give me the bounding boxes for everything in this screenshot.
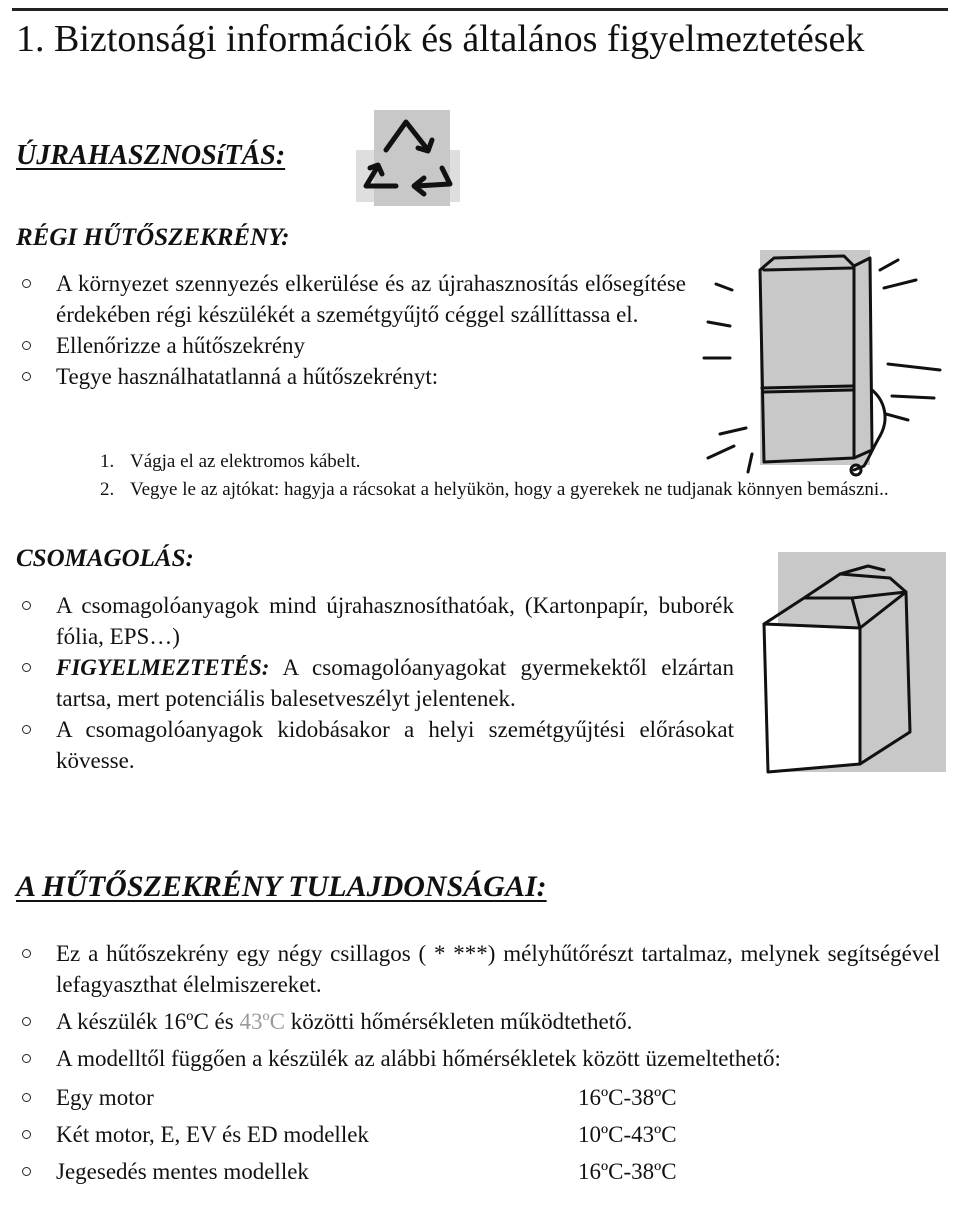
- recycle-icon: [356, 110, 460, 211]
- bullet-icon: [22, 1093, 31, 1102]
- list-item: A csomagolóanyagok kidobásakor a helyi szemétgyűjtési előrásokat kövesse.: [18, 714, 734, 776]
- list-item: Ellenőrizze a hűtőszekrény: [18, 330, 686, 361]
- bullet-icon: [22, 1054, 31, 1063]
- list-item: A modelltől függően a készülék az alábbi hőmérsékletek között üzemeltethető:: [18, 1043, 940, 1074]
- bullet-icon: [22, 1017, 31, 1026]
- step-item: 1. Vágja el az elektromos kábelt.: [100, 451, 361, 472]
- temperature-label: Jegesedés mentes modellek: [56, 1159, 309, 1184]
- box-illustration: [756, 552, 946, 777]
- properties-heading: A HŰTŐSZEKRÉNY TULAJDONSÁGAI:: [16, 870, 547, 903]
- step-item: 2. Vegye le az ajtókat: hagyja a rácsokat a helyükön, hogy a gyerekek ne tudjanak könnyen bemászni..: [100, 479, 889, 500]
- bullet-icon: [22, 949, 31, 958]
- bullet-icon: [22, 1167, 31, 1176]
- list-item: Tegye használhatatlanná a hűtőszekrényt:: [18, 361, 686, 392]
- temperature-value: 16ºC-38ºC: [578, 1159, 677, 1184]
- temperature-row: [18, 1082, 940, 1113]
- list-item: Ez a hűtőszekrény egy négy csillagos ( * ***) mélyhűtőrészt tartalmaz, melynek segítségével lefagyaszthat élelmiszereket.: [18, 938, 940, 1000]
- bullet-icon: [22, 725, 31, 734]
- warning-label: FIGYELMEZTETÉS:: [56, 655, 270, 680]
- list-item: FIGYELMEZTETÉS: A csomagolóanyagokat gyermekektől elzártan tartsa, mert potenciális balesetveszélyt jelentenek.: [18, 652, 734, 714]
- page-title: 1. Biztonsági információk és általános figyelmeztetések: [16, 18, 865, 60]
- bullet-icon: [22, 279, 31, 288]
- list-item: A csomagolóanyagok mind újrahasznosíthatóak, (Kartonpapír, buborék fólia, EPS…): [18, 590, 734, 652]
- gray-temperature: 43ºC: [239, 1009, 285, 1034]
- temperature-row: [18, 1119, 940, 1150]
- list-item: A készülék 16ºC és 43ºC közötti hőmérsékleten működtethető.: [18, 1006, 940, 1037]
- temperature-label: Két motor, E, EV és ED modellek: [56, 1122, 369, 1147]
- temperature-value: 10ºC-43ºC: [578, 1122, 677, 1147]
- recycling-heading: ÚJRAHASZNOSíTÁS:: [16, 140, 286, 171]
- bullet-icon: [22, 372, 31, 381]
- packaging-heading: CSOMAGOLÁS:: [16, 545, 194, 572]
- temperature-row: [18, 1156, 940, 1187]
- fridge-illustration: [694, 240, 944, 485]
- temperature-value: 16ºC-38ºC: [578, 1085, 677, 1110]
- list-item: A környezet szennyezés elkerülése és az újrahasznosítás elősegítése érdekében régi készülékét a szemétgyűjtő céggel szállíttassa el.: [18, 268, 686, 330]
- top-rule: [12, 8, 948, 11]
- bullet-icon: [22, 663, 31, 672]
- packaging-list: [18, 590, 734, 776]
- temperature-label: Egy motor: [56, 1085, 154, 1110]
- bullet-icon: [22, 601, 31, 610]
- old-fridge-heading: RÉGI HŰTŐSZEKRÉNY:: [16, 224, 290, 251]
- bullet-icon: [22, 341, 31, 350]
- properties-list: [18, 938, 940, 1187]
- bullet-icon: [22, 1130, 31, 1139]
- old-fridge-list: [18, 268, 686, 392]
